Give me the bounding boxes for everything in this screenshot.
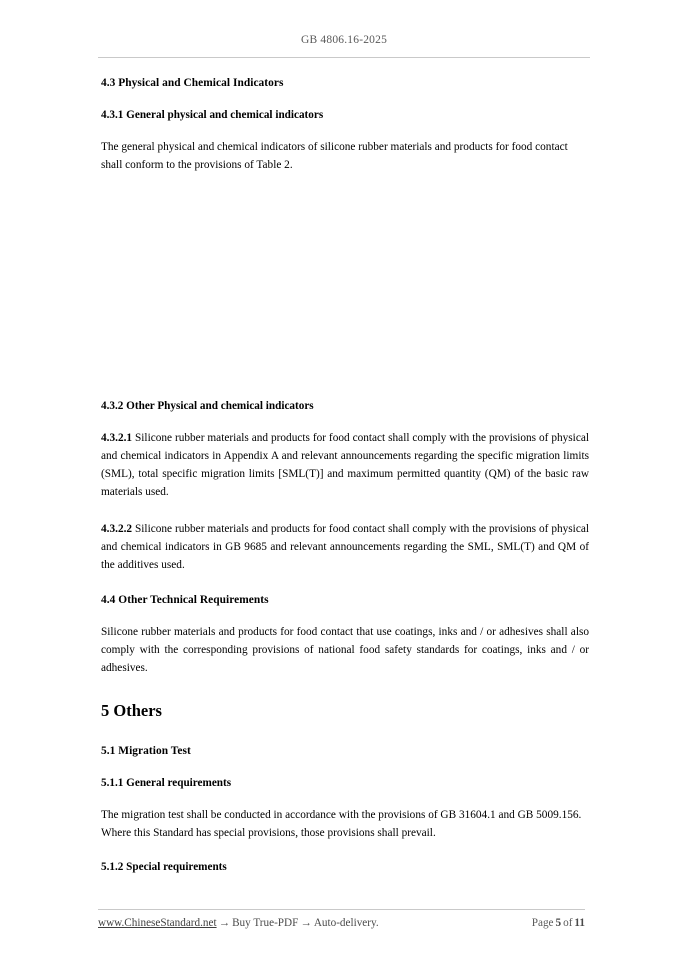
heading-4-3-1: 4.3.1 General physical and chemical indicators bbox=[101, 109, 324, 121]
paragraph-5-1-1: The migration test shall be conducted in accordance with the provisions of GB 31604.1 and GB 5009.156. Where this Standard has special provisions, those provisions shall prevail. bbox=[101, 808, 582, 839]
page-label: Page bbox=[531, 917, 554, 929]
clause-text-4-3-2-1: Silicone rubber materials and products for food contact shall comply with the provisions of physical and chemical indicators in Appendix A and relevant announcements regarding the specific migration limits (SML), total specific migration limits [SML(T)] and maximum permitted quantity (QM) of the basic raw materials used. bbox=[101, 431, 589, 499]
paragraph-4-3-2-2 bbox=[101, 520, 589, 575]
spacer bbox=[101, 124, 589, 138]
spacer bbox=[101, 575, 589, 591]
clause-text-4-3-2-2: Silicone rubber materials and products for food contact shall comply with the provisions of physical and chemical indicators in GB 9685 and relevant announcements regarding the SML, SML(T) and QM of the additives used. bbox=[101, 522, 589, 572]
paragraph-4-4: Silicone rubber materials and products for food contact that use coatings, inks and / or adhesives shall also comply with the corresponding provisions of national food safety standards for coatings, inks and / or adhesives. bbox=[101, 625, 589, 675]
current-page-number: 5 bbox=[555, 917, 562, 929]
table-2-placeholder bbox=[101, 175, 589, 397]
spacer bbox=[101, 722, 589, 742]
arrow-right-icon: → bbox=[300, 917, 312, 929]
spacer bbox=[101, 842, 589, 858]
arrow-right-icon: → bbox=[218, 917, 231, 929]
spacer bbox=[101, 415, 589, 429]
footer-promo bbox=[98, 917, 379, 929]
spacer bbox=[101, 502, 589, 520]
spacer bbox=[101, 92, 589, 106]
chinesestandard-link[interactable]: www.ChineseStandard.net bbox=[98, 917, 217, 929]
standard-code-header: GB 4806.16-2025 bbox=[300, 34, 388, 46]
spacer bbox=[101, 792, 589, 806]
page-footer bbox=[98, 917, 590, 935]
document-content bbox=[101, 74, 589, 876]
spacer bbox=[101, 678, 589, 700]
footer-offer-text: Buy True-PDF bbox=[232, 917, 299, 929]
heading-5-1-2: 5.1.2 Special requirements bbox=[101, 861, 227, 874]
paragraph-4-3-1: The general physical and chemical indicators of silicone rubber materials and products for food contact shall conform to the provisions of Table 2. bbox=[101, 141, 568, 172]
of-label: of bbox=[563, 917, 573, 929]
heading-4-4: 4.4 Other Technical Requirements bbox=[101, 593, 269, 606]
footer-delivery-text: Auto-delivery. bbox=[313, 917, 379, 929]
header-divider bbox=[98, 57, 590, 58]
page-header bbox=[98, 30, 590, 48]
clause-number-4-3-2-1: 4.3.2.1 bbox=[101, 431, 133, 444]
paragraph-4-3-2-1 bbox=[101, 429, 589, 502]
heading-5-1: 5.1 Migration Test bbox=[101, 744, 191, 757]
heading-4-3-2: 4.3.2 Other Physical and chemical indicators bbox=[101, 399, 314, 412]
spacer bbox=[101, 760, 589, 774]
heading-5: 5 Others bbox=[101, 700, 162, 720]
heading-4-3: 4.3 Physical and Chemical Indicators bbox=[101, 77, 284, 89]
clause-number-4-3-2-2: 4.3.2.2 bbox=[101, 522, 133, 535]
page-indicator bbox=[532, 917, 587, 929]
total-page-count: 11 bbox=[574, 917, 585, 929]
heading-5-1-1: 5.1.1 General requirements bbox=[101, 776, 232, 789]
footer-divider bbox=[98, 909, 585, 910]
spacer bbox=[101, 609, 589, 623]
